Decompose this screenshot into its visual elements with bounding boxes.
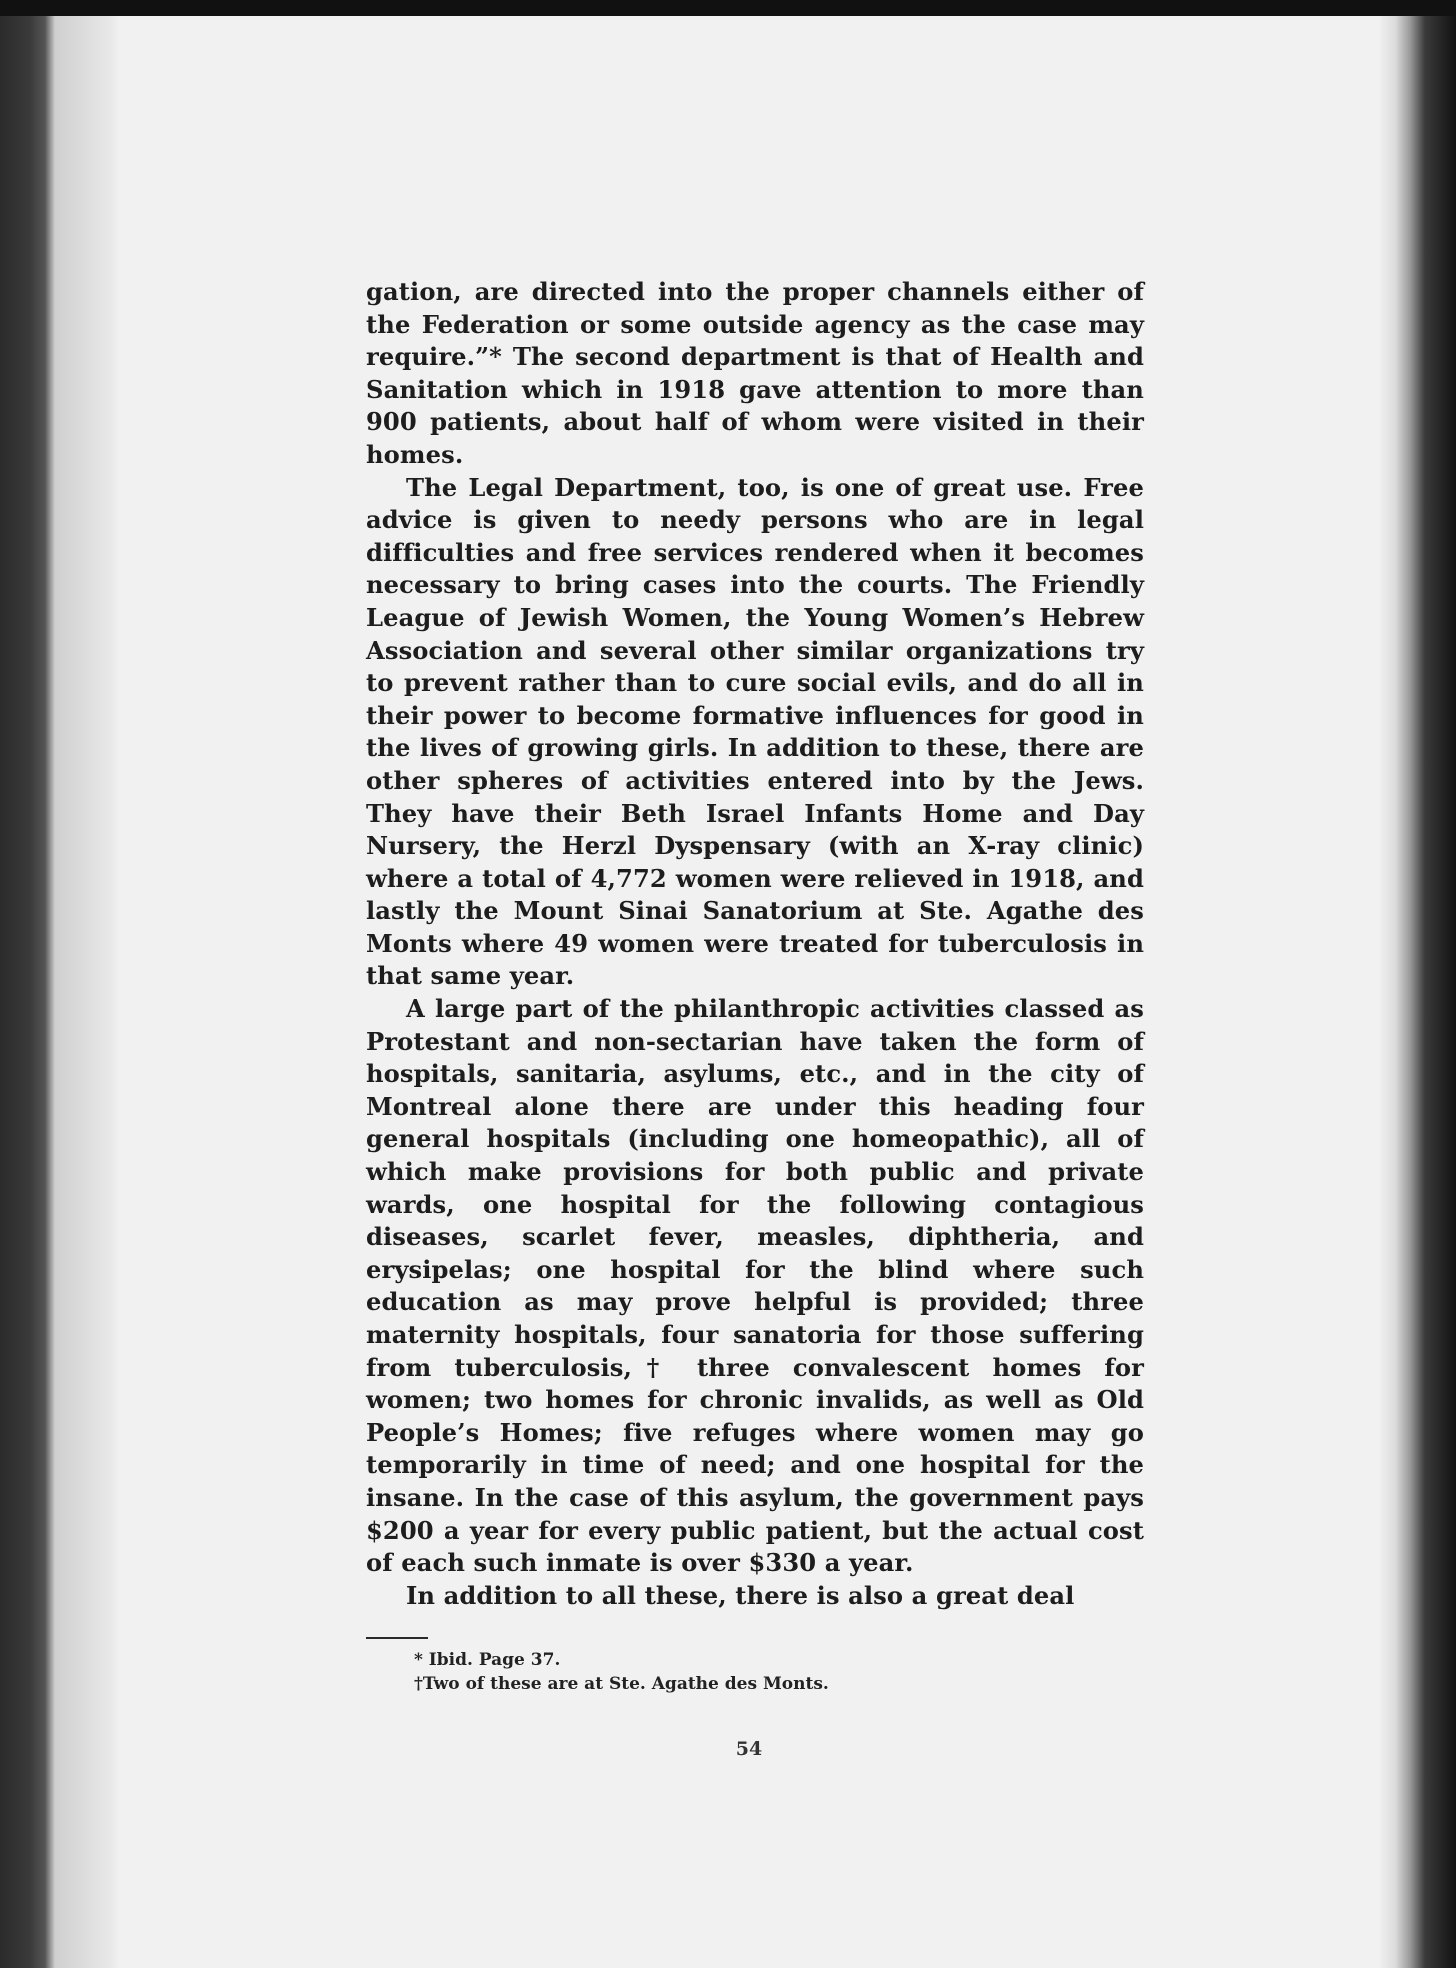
footnote-2: †Two of these are at Ste. Agathe des Monts. bbox=[414, 1674, 829, 1694]
paragraph-2: The Legal Department, too, is one of great use. Free advice is given to needy persons who are in legal difficulties and free services rendered when it becomes necessary to bring cases into the courts. The Friendly League of Jewish Women, the Young Women’s Hebrew Association and several other similar organizations try to prevent rather than to cure social evils, and do all in their power to become formative influences for good in the lives of growing girls. In addition to these, there are other spheres of activities entered into by the Jews. They have their Beth Israel Infants Home and Day Nursery, the Herzl Dyspensary (with an X-ray clinic) where a total of 4,772 women were relieved in 1918, and lastly the Mount Sinai Sanatorium at Ste. Agathe des Monts where 49 women were treated for tuberculosis in that same year. bbox=[366, 472, 1144, 991]
scan-top-edge bbox=[0, 0, 1456, 16]
footnotes bbox=[414, 1648, 829, 1696]
paragraph-3: A large part of the philanthropic activities classed as Protestant and non-sectarian have taken the form of hospitals, sanitaria, asylums, etc., and in the city of Montreal alone there are under this heading four general hospitals (including one homeopathic), all of which make provisions for both public and private wards, one hospital for the following contagious diseases, scarlet fever, measles, diphtheria, and erysipelas; one hospital for the blind where such education as may prove helpful is provided; three maternity hospitals, four sanatoria for those suffering from tuberculosis,† three convalescent homes for women; two homes for chronic invalids, as well as Old People’s Homes; five refuges where women may go temporarily in time of need; and one hospital for the insane. In the case of this asylum, the government pays $200 a year for every public patient, but the actual cost of each such inmate is over $330 a year. bbox=[366, 994, 1144, 1578]
paragraph-1: gation, are directed into the proper channels either of the Federation or some outside agency as the case may require.”* The second department is that of Health and Sanitation which in 1918 gave attention to more than 900 patients, about half of whom were visited in their homes. bbox=[366, 277, 1144, 469]
page-number: 54 bbox=[735, 1738, 763, 1760]
footnote-1: * Ibid. Page 37. bbox=[414, 1650, 561, 1670]
paragraph-4: In addition to all these, there is also a great deal bbox=[406, 1580, 1075, 1610]
body-text bbox=[366, 276, 1144, 1612]
footnote-rule bbox=[366, 1637, 428, 1639]
